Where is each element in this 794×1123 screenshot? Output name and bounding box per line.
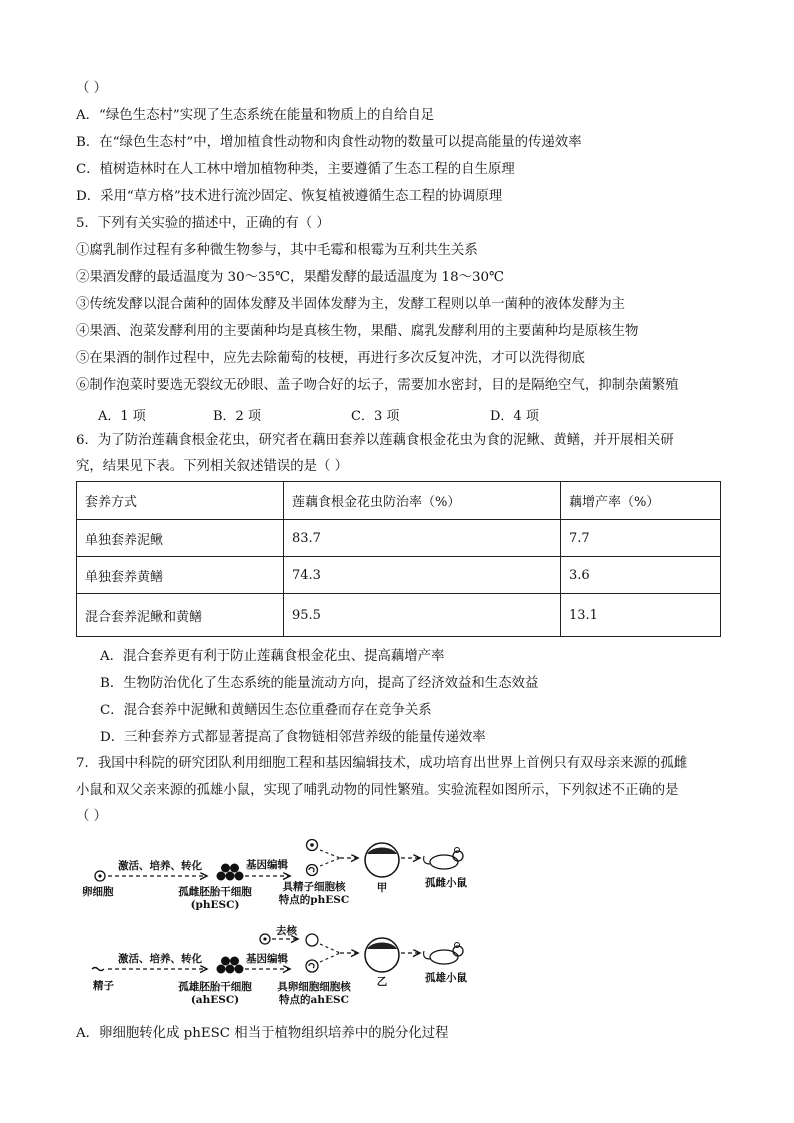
- table-cell: 3.6: [561, 557, 721, 594]
- table-row: [77, 520, 721, 557]
- q6-stem-line-2: 究，结果见下表。下列相关叙述错误的是（ ）: [76, 459, 349, 474]
- table-cell: 13.1: [561, 594, 721, 637]
- q4-bracket: （ ）: [76, 81, 108, 96]
- q7-option-a: A．卵细胞转化成 phESC 相当于植物组织培养中的脱分化过程: [76, 1026, 449, 1041]
- sperm-nucleus-cell-icon: [307, 865, 318, 876]
- q7-bracket: （ ）: [76, 809, 108, 824]
- q6-option-d: D．三种套养方式都显著提高了食物链相邻营养级的能量传递效率: [100, 730, 486, 745]
- egg-nucleus-cell-icon: [306, 960, 318, 972]
- table-cell: 单独套养泥鳅: [77, 520, 284, 557]
- q5-statement-3: ③传统发酵以混合菌种的固体发酵及半固体发酵为主，发酵工程则以单一菌种的液体发酵为主: [76, 297, 626, 312]
- results-table: [76, 481, 721, 637]
- table-header: 莲藕食根金花虫防治率（%）: [284, 482, 561, 520]
- table-cell: 混合套养泥鳅和黄鳝: [77, 594, 284, 637]
- table-cell: 95.5: [284, 594, 561, 637]
- arrow: [320, 953, 340, 962]
- q6-option-b: B．生物防治优化了生态系统的能量流动方向，提高了经济效益和生态效益: [100, 676, 539, 691]
- egg-cell-icon: [260, 934, 270, 944]
- q7-stem-line-2: 小鼠和双父亲来源的孤雄小鼠，实现了哺乳动物的同性繁殖。实验流程如图所示，下列叙述不正确的是: [76, 783, 679, 798]
- label-egg-cell: 卵细胞: [82, 886, 114, 898]
- label-embryo-yi: 乙: [376, 976, 388, 988]
- q5-option-b: B．2 项: [213, 409, 261, 424]
- egg-cell-icon: [307, 840, 318, 851]
- mouse-icon: [424, 848, 463, 870]
- q5-stem: 5．下列有关实验的描述中，正确的有（ ）: [76, 216, 330, 231]
- q6-option-c: C．混合套养中泥鳅和黄鳝因生态位重叠而存在竞争关系: [100, 703, 432, 718]
- q5-statement-5: ⑤在果酒的制作过程中，应先去除葡萄的枝梗，再进行多次反复冲洗，才可以洗得彻底: [76, 351, 585, 366]
- label-androgenetic-mouse: 孤雄小鼠: [425, 972, 467, 984]
- arrow: [320, 944, 340, 953]
- q5-statement-2: ②果酒发酵的最适温度为 30～35℃，果醋发酵的最适温度为 18～30℃: [76, 270, 505, 285]
- q5-statement-1: ①腐乳制作过程有多种微生物参与，其中毛霉和根霉为互利共生关系: [76, 243, 478, 258]
- q5-statement-4: ④果酒、泡菜发酵利用的主要菌种均是真核生物，果醋、腐乳发酵利用的主要菌种均是原核生物: [76, 324, 639, 339]
- q5-option-a: A．1 项: [98, 409, 146, 424]
- table-cell: 单独套养黄鳝: [77, 557, 284, 594]
- table-cell: 74.3: [284, 557, 561, 594]
- table-row: [77, 557, 721, 594]
- label-ahesc-abbr: (ahESC): [190, 994, 240, 1006]
- sperm-icon: [92, 968, 104, 971]
- q4-option-b: B．在“绿色生态村”中，增加植食性动物和肉食性动物的数量可以提高能量的传递效率: [76, 135, 582, 150]
- label-activation: 激活、培养、转化: [118, 953, 202, 965]
- q7-stem-line-1: 7．我国中科院的研究团队利用细胞工程和基因编辑技术，成功培育出世界上首例只有双母亲来源的孤雌: [76, 756, 688, 771]
- stem-cell-cluster-icon: [217, 864, 244, 881]
- label-edited-ahesc: 特点的ahESC: [279, 994, 349, 1006]
- label-embryo-jia: 甲: [376, 882, 388, 894]
- label-edited-phesc: 具精子细胞核: [282, 881, 346, 893]
- enucleated-egg-icon: [306, 934, 318, 946]
- q5-statement-6: ⑥制作泡菜时要选无裂纹无砂眼、盖子吻合好的坛子，需要加水密封，目的是隔绝空气，抑制杂菌繁殖: [76, 378, 679, 393]
- table-header: 藕增产率（%）: [561, 482, 721, 520]
- arrow: [320, 858, 340, 866]
- arrow: [320, 850, 340, 858]
- q4-option-a: A．“绿色生态村”实现了生态系统在能量和物质上的自给自足: [76, 108, 435, 123]
- label-phesc: 孤雌胚胎干细胞: [178, 886, 252, 898]
- label-gene-editing: 基因编辑: [246, 859, 288, 871]
- label-sperm: 精子: [93, 980, 114, 992]
- label-activation: 激活、培养、转化: [118, 860, 202, 872]
- q5-option-d: D．4 项: [490, 409, 539, 424]
- label-phesc-abbr: (phESC): [190, 899, 240, 911]
- label-ahesc: 孤雄胚胎干细胞: [178, 981, 252, 993]
- table-cell: 83.7: [284, 520, 561, 557]
- table-header: 套养方式: [77, 482, 284, 520]
- mouse-icon: [424, 943, 463, 965]
- q4-option-c: C．植树造林时在人工林中增加植物种类，主要遵循了生态工程的自生原理: [76, 162, 515, 177]
- label-gene-editing: 基因编辑: [246, 953, 288, 965]
- table-cell: 7.7: [561, 520, 721, 557]
- q6-option-a: A．混合套养更有利于防止莲藕食根金花虫、提高藕增产率: [100, 649, 445, 664]
- label-edited-ahesc: 具卵细胞细胞核: [277, 981, 351, 993]
- label-enucleation: 去核: [276, 925, 297, 937]
- table-row: [77, 594, 721, 637]
- q5-option-c: C．3 项: [351, 409, 400, 424]
- embryo-icon: [365, 843, 399, 877]
- q6-stem-line-1: 6．为了防治莲藕食根金花虫，研究者在藕田套养以莲藕食根金花虫为食的泥鳅、黄鳝，并开展相关研: [76, 433, 674, 448]
- stem-cell-cluster-icon: [217, 957, 244, 974]
- egg-cell-icon: [95, 871, 105, 881]
- q4-option-d: D．采用“草方格”技术进行流沙固定、恢复植被遵循生态工程的协调原理: [76, 189, 503, 204]
- embryo-icon: [365, 938, 399, 972]
- table-header-row: [77, 482, 721, 520]
- label-edited-phesc: 特点的phESC: [278, 894, 350, 906]
- label-parthenogenetic-mouse: 孤雌小鼠: [425, 877, 467, 889]
